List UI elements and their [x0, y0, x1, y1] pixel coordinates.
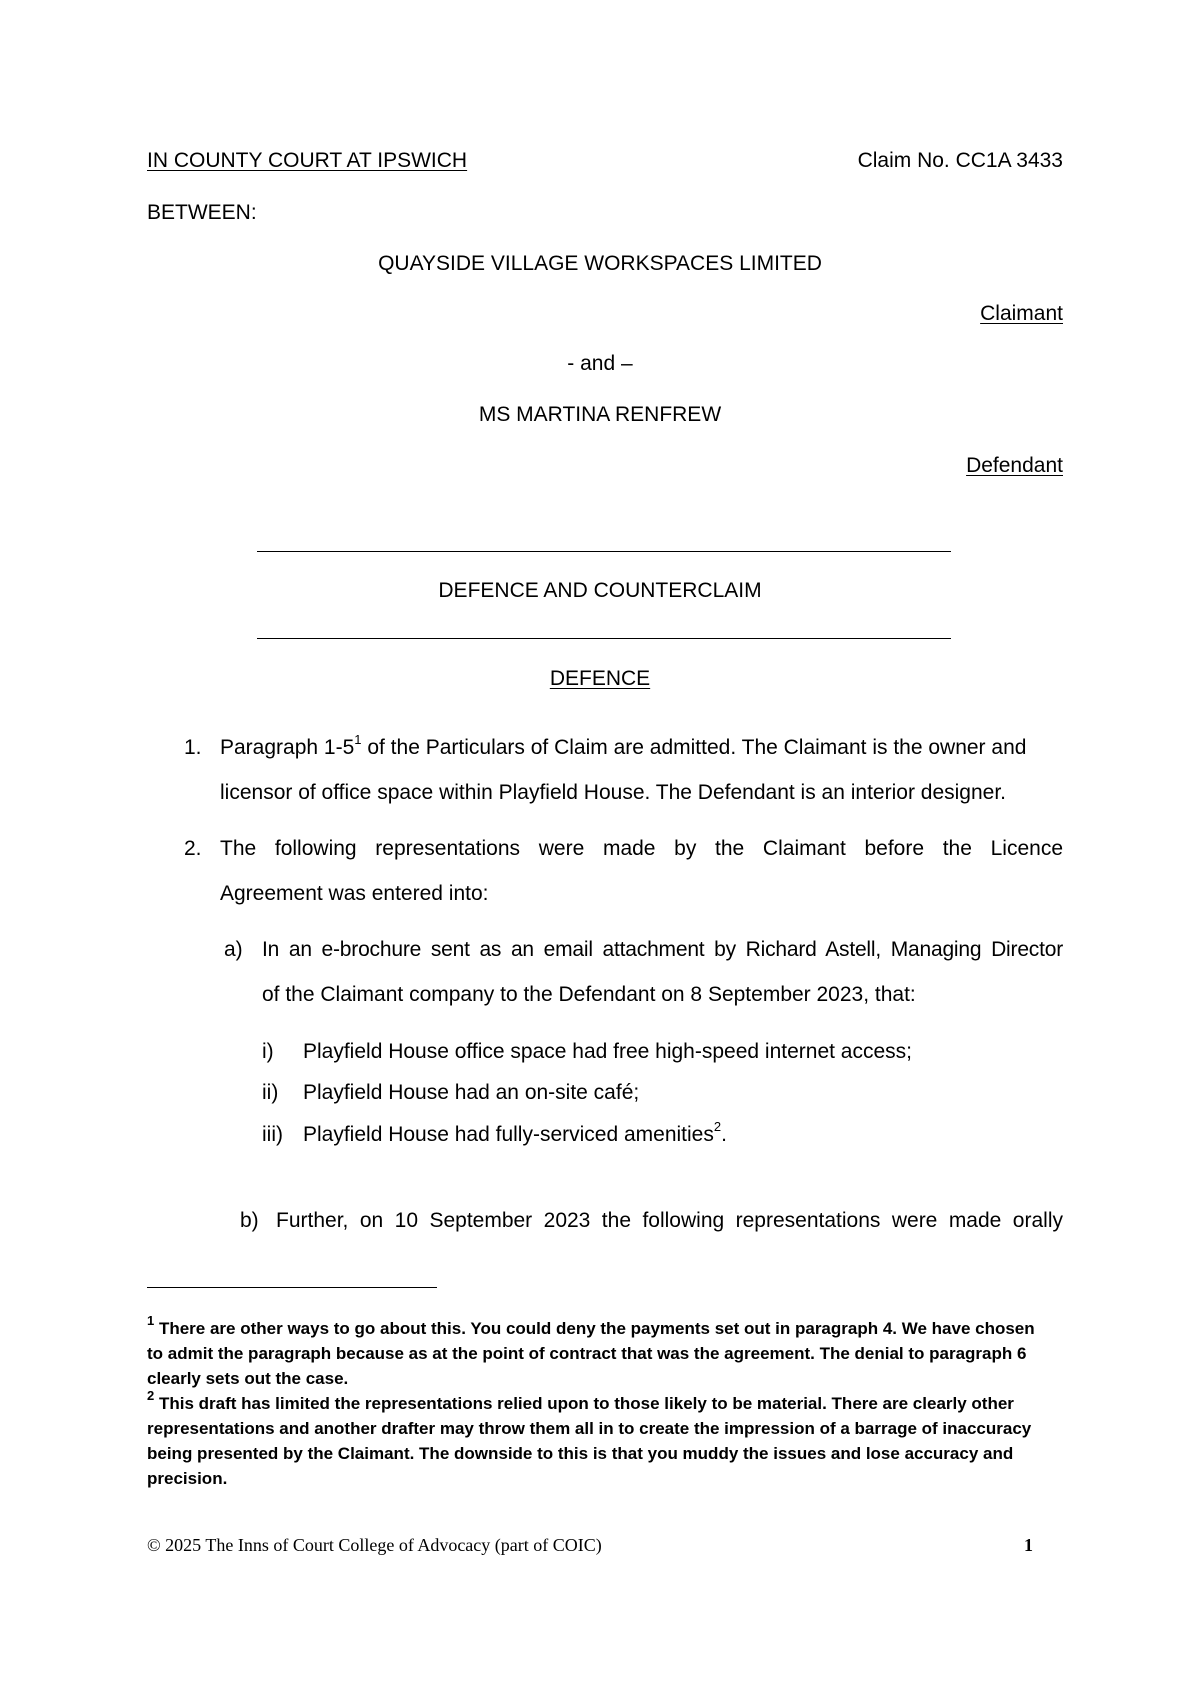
- defendant-label: Defendant: [966, 454, 1063, 477]
- footnote-2-line-1: [147, 1388, 1014, 1415]
- item-iii-tail: .: [721, 1123, 727, 1146]
- item-iii-line: [303, 1119, 727, 1148]
- claim-number: Claim No. CC1A 3433: [857, 149, 1063, 172]
- footnote-2-line-2: representations and another drafter may throw them all in to create the impression of a barrage of inaccuracy: [147, 1419, 1032, 1438]
- paragraph-2-number: 2.: [184, 837, 202, 860]
- item-ii-label: ii): [262, 1081, 279, 1104]
- claimant-label: Claimant: [980, 302, 1063, 325]
- footnote-1-line-2: to admit the paragraph because as at the point of contract that was the agreement. The denial to paragraph 6: [147, 1344, 1027, 1363]
- subparagraph-a-line-2: of the Claimant company to the Defendant on 8 September 2023, that:: [262, 983, 916, 1006]
- footnote-2-line-4: precision.: [147, 1469, 228, 1488]
- court-heading: IN COUNTY COURT AT IPSWICH: [147, 149, 468, 172]
- subparagraph-a-line-1: In an e-brochure sent as an email attachment by Richard Astell, Managing Director: [262, 938, 1063, 961]
- item-ii-text: Playfield House had an on-site café;: [303, 1081, 640, 1104]
- footnote-2-number: 2: [147, 1388, 155, 1404]
- document-title: DEFENCE AND COUNTERCLAIM: [438, 579, 762, 602]
- paragraph-1-text-a: Paragraph 1-5: [220, 736, 355, 759]
- paragraph-2-line-2: Agreement was entered into:: [220, 882, 489, 905]
- paragraph-1-number: 1.: [184, 736, 202, 759]
- claimant-name: QUAYSIDE VILLAGE WORKSPACES LIMITED: [378, 252, 822, 275]
- footnote-1-text-1: There are other ways to go about this. You could deny the payments set out in paragraph 4. We have chosen: [154, 1319, 1035, 1338]
- paragraph-1-line-2: licensor of office space within Playfield House. The Defendant is an interior designer.: [220, 781, 1007, 804]
- paragraph-1-line-1: [220, 732, 1063, 761]
- and-separator: - and –: [567, 352, 633, 375]
- footnote-1-number: 1: [147, 1313, 155, 1329]
- footnote-2-text-1: This draft has limited the representations relied upon to those likely to be material. There are clearly other: [154, 1394, 1014, 1413]
- footnote-2-line-3: being presented by the Claimant. The downside to this is that you muddy the issues and lose accuracy and: [147, 1444, 1014, 1463]
- defendant-name: MS MARTINA RENFREW: [478, 403, 722, 426]
- paragraph-2-line-1: The following representations were made by the Claimant before the Licence: [220, 837, 1063, 860]
- footnote-separator: [147, 1287, 437, 1288]
- footnote-ref-2[interactable]: 2: [713, 1119, 722, 1134]
- item-i-label: i): [262, 1040, 274, 1063]
- page-number: 1: [1024, 1535, 1033, 1555]
- footer-copyright: © 2025 The Inns of Court College of Advocacy (part of COIC): [147, 1535, 602, 1555]
- between-label: BETWEEN:: [147, 201, 257, 224]
- footnote-ref-1[interactable]: 1: [354, 732, 362, 747]
- footnote-1-line-3: clearly sets out the case.: [147, 1369, 349, 1388]
- item-iii-label: iii): [262, 1123, 283, 1146]
- subparagraph-b-label: b): [240, 1209, 259, 1232]
- item-i-text: Playfield House office space had free high-speed internet access;: [303, 1040, 912, 1063]
- footnote-1-line-1: [147, 1313, 1063, 1340]
- item-iii-text: Playfield House had fully-serviced amenities: [303, 1123, 714, 1146]
- subparagraph-a-label: a): [224, 938, 243, 961]
- title-rule-bottom: [257, 638, 951, 639]
- section-title: DEFENCE: [549, 667, 651, 690]
- paragraph-1-text-b: of the Particulars of Claim are admitted. The Claimant is the owner and: [361, 736, 1027, 759]
- subparagraph-b-line-1: Further, on 10 September 2023 the following representations were made orally: [276, 1209, 1063, 1232]
- title-rule-top: [257, 551, 951, 552]
